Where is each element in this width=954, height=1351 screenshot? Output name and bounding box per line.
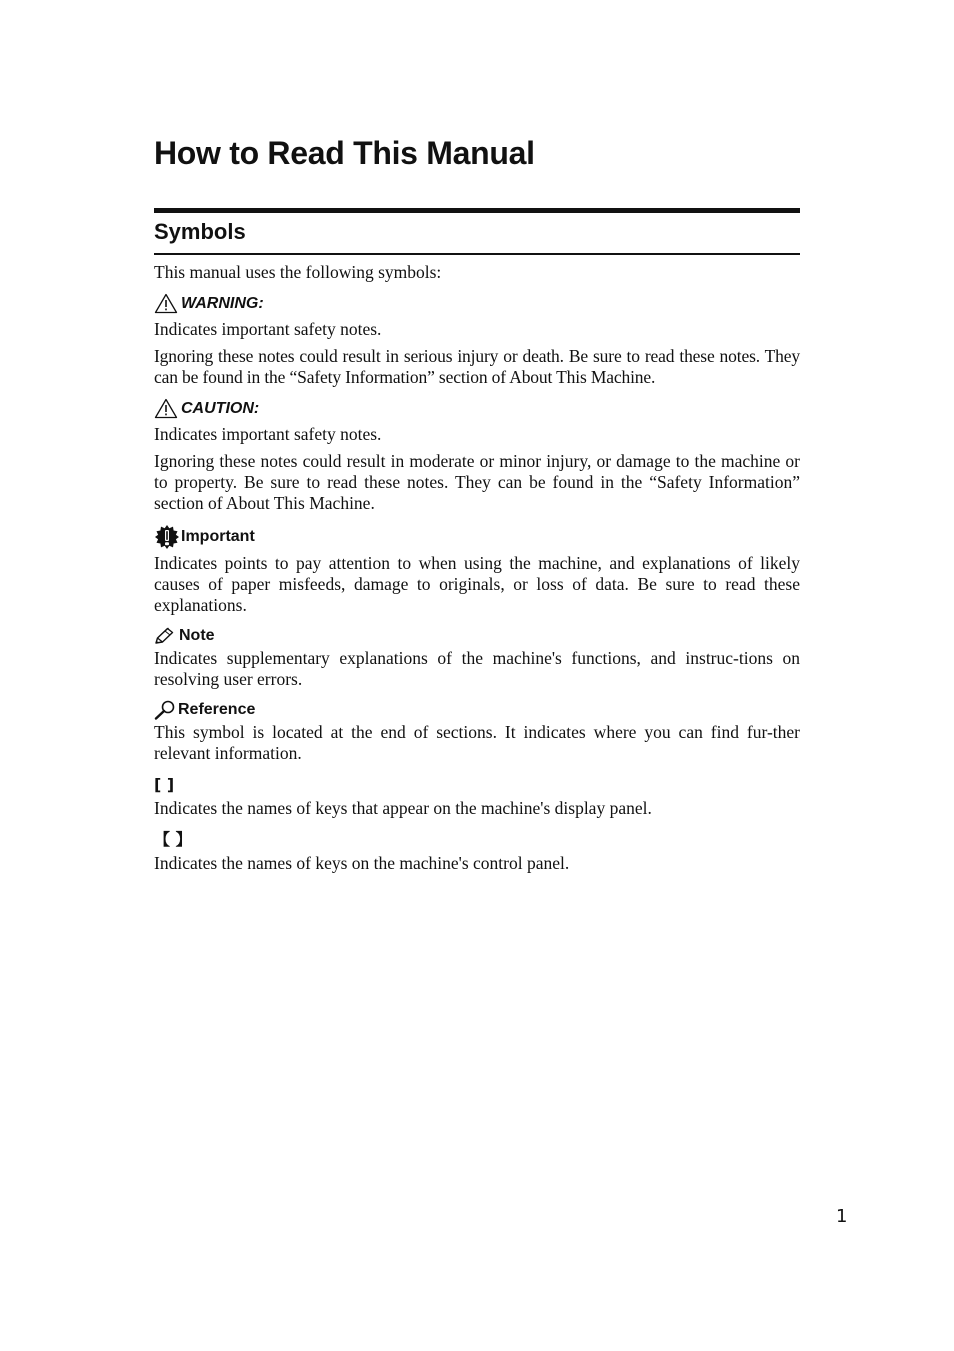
note-heading [154,626,800,646]
important-badge-icon [154,524,180,550]
note-label: Note [179,627,215,644]
important-description: Indicates points to pay attention to when using the machine, and explanations of likely causes of paper misfeeds, damage to originals, or loss of data. Be sure to read these explanations. [154,553,800,615]
note-description: Indicates supplementary explanations of the machine's functions, and instruc-tions on resolving user errors. [154,648,800,689]
display-key-description: Indicates the names of keys that appear on the machine's display panel. [154,798,652,818]
section-rule-bottom [154,253,800,255]
display-key-mark: [ ] [154,775,175,794]
page-title: How to Read This Manual [154,135,535,171]
important-heading [154,524,800,550]
caution-detail: Ignoring these notes could result in moderate or minor injury, or damage to the machine or to property. Be sure to read these notes. They can be found in the “Safety Information” section of About This Machine. [154,451,800,513]
warning-triangle-icon [154,293,178,314]
reference-label: Reference [178,701,256,718]
warning-detail: Ignoring these notes could result in serious injury or death. Be sure to read these notes. They can be found in the “Safety Information” section of About This Machine. [154,346,800,387]
section-title: Symbols [154,219,246,244]
section-intro: This manual uses the following symbols: [154,262,442,282]
caution-description: Indicates important safety notes. [154,424,382,444]
important-label: Important [181,528,255,545]
caution-heading [154,398,800,419]
control-key-mark: 【 】 [154,830,192,849]
reference-heading [154,700,800,720]
caution-triangle-icon [154,398,178,419]
section-rule-top [154,208,800,213]
warning-description: Indicates important safety notes. [154,319,382,339]
page-number: 1 [836,1206,848,1227]
symbols-content [154,262,800,874]
control-key-description: Indicates the names of keys on the machine's control panel. [154,853,570,873]
magnifier-icon [154,700,176,720]
caution-label: CAUTION: [181,399,260,417]
reference-description: This symbol is located at the end of sections. It indicates where you can find fur-ther relevant information. [154,722,800,763]
warning-heading [154,293,800,314]
warning-label: WARNING: [181,294,264,312]
pencil-icon [154,627,175,645]
